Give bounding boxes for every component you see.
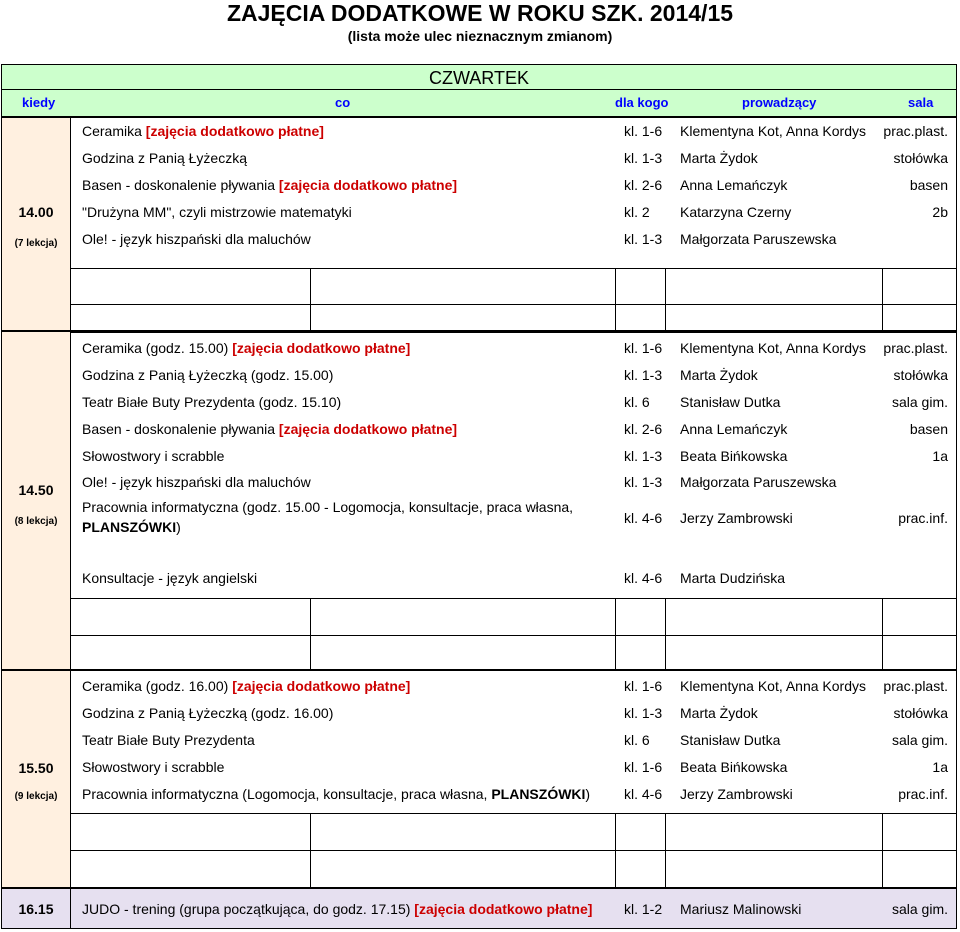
teacher: Jerzy Zambrowski bbox=[680, 786, 793, 802]
activity-name: "Drużyna MM", czyli mistrzowie matematyki bbox=[82, 204, 352, 220]
room: stołówka bbox=[893, 150, 948, 166]
room: prac.plast. bbox=[883, 123, 948, 139]
teacher: Małgorzata Paruszewska bbox=[680, 474, 837, 490]
table-row bbox=[2, 145, 956, 172]
column-headers bbox=[1, 90, 957, 117]
table-row bbox=[2, 781, 956, 808]
activity-name: Słowostwory i scrabble bbox=[82, 759, 225, 775]
class-group: kl. 4-6 bbox=[624, 510, 663, 526]
lesson-label: (7 lekcja) bbox=[14, 238, 58, 249]
activity-name: Basen - doskonalenie pływania [zajęcia dodatkowo płatne] bbox=[82, 177, 458, 193]
teacher: Marta Żydok bbox=[680, 367, 758, 383]
teacher: Mariusz Malinowski bbox=[680, 901, 802, 917]
table-row bbox=[2, 172, 956, 199]
class-group: kl. 4-6 bbox=[624, 570, 663, 586]
room: stołówka bbox=[893, 367, 948, 383]
table-row bbox=[2, 199, 956, 226]
activity-name: Ceramika (godz. 15.00) [zajęcia dodatkowo płatne] bbox=[82, 340, 411, 356]
activity-name: Ceramika (godz. 16.00) [zajęcia dodatkowo płatne] bbox=[82, 678, 411, 694]
activity-name: Godzina z Panią Łyżeczką (godz. 15.00) bbox=[82, 367, 334, 383]
room: basen bbox=[909, 177, 948, 193]
activity-name: Słowostwory i scrabble bbox=[82, 448, 225, 464]
room: 2b bbox=[932, 204, 948, 220]
class-group: kl. 1-3 bbox=[624, 474, 663, 490]
page-subtitle: (lista może ulec nieznacznym zmianom) bbox=[347, 28, 613, 44]
room: sala gim. bbox=[891, 394, 948, 410]
room: sala gim. bbox=[891, 901, 948, 917]
teacher: Małgorzata Paruszewska bbox=[680, 231, 837, 247]
time-label: 14.00 bbox=[18, 204, 54, 220]
table-row bbox=[2, 727, 956, 754]
activity-name: Pracownia informatyczna (Logomocja, konsultacje, praca własna, PLANSZÓWKI) bbox=[82, 786, 591, 802]
activity-name: Basen - doskonalenie pływania [zajęcia dodatkowo płatne] bbox=[82, 421, 458, 437]
activity-name: Pracownia informatyczna (godz. 15.00 - Logomocja, konsultacje, praca własna, PLANSZÓWKI) bbox=[82, 499, 574, 535]
class-group: kl. 1-3 bbox=[624, 448, 663, 464]
lesson-label: (8 lekcja) bbox=[14, 516, 58, 527]
class-group: kl. 1-3 bbox=[624, 150, 663, 166]
room: prac.plast. bbox=[883, 678, 948, 694]
time-label: 16.15 bbox=[18, 901, 54, 917]
room: 1a bbox=[932, 759, 948, 775]
room: prac.plast. bbox=[883, 340, 948, 356]
class-group: kl. 2-6 bbox=[624, 421, 663, 437]
teacher: Stanisław Dutka bbox=[680, 394, 781, 410]
teacher: Stanisław Dutka bbox=[680, 732, 781, 748]
room: 1a bbox=[932, 448, 948, 464]
time-label: 15.50 bbox=[18, 760, 54, 776]
teacher: Anna Lemańczyk bbox=[680, 421, 788, 437]
table-row bbox=[2, 673, 956, 700]
teacher: Marta Żydok bbox=[680, 150, 758, 166]
time-block-1615 bbox=[1, 888, 957, 929]
table-row bbox=[2, 226, 956, 253]
class-group: kl. 1-6 bbox=[624, 678, 663, 694]
time-block-1400 bbox=[1, 117, 957, 331]
table-row bbox=[2, 362, 956, 389]
activity-name: Godzina z Panią Łyżeczką (godz. 16.00) bbox=[82, 705, 334, 721]
class-group: kl. 2 bbox=[624, 204, 650, 220]
activity-name: Teatr Białe Buty Prezydenta bbox=[82, 732, 255, 748]
activity-name: Konsultacje - język angielski bbox=[82, 570, 258, 586]
class-group: kl. 1-2 bbox=[624, 901, 663, 917]
class-group: kl. 6 bbox=[624, 394, 650, 410]
class-group: kl. 1-3 bbox=[624, 231, 663, 247]
teacher: Marta Dudzińska bbox=[680, 570, 786, 586]
class-group: kl. 1-6 bbox=[624, 123, 663, 139]
day-header: CZWARTEK bbox=[1, 64, 957, 90]
room: prac.inf. bbox=[898, 510, 948, 526]
teacher: Beata Bińkowska bbox=[680, 759, 788, 775]
class-group: kl. 1-3 bbox=[624, 367, 663, 383]
table-row bbox=[2, 416, 956, 443]
lesson-label: (9 lekcja) bbox=[14, 791, 58, 802]
teacher: Klementyna Kot, Anna Kordys bbox=[680, 340, 866, 356]
activity-name: JUDO - trening (grupa początkująca, do godz. 17.15) [zajęcia dodatkowo płatne] bbox=[82, 901, 593, 917]
table-row bbox=[2, 469, 956, 496]
teacher: Katarzyna Czerny bbox=[680, 204, 792, 220]
teacher: Marta Żydok bbox=[680, 705, 758, 721]
teacher: Klementyna Kot, Anna Kordys bbox=[680, 123, 866, 139]
table-row bbox=[2, 896, 956, 923]
room: stołówka bbox=[893, 705, 948, 721]
table-row bbox=[2, 565, 956, 592]
header-kiedy: kiedy bbox=[22, 95, 56, 110]
class-group: kl. 2-6 bbox=[624, 177, 663, 193]
class-group: kl. 1-6 bbox=[624, 759, 663, 775]
header-co: co bbox=[335, 95, 351, 110]
table-row bbox=[2, 754, 956, 781]
teacher: Anna Lemańczyk bbox=[680, 177, 788, 193]
table-row bbox=[2, 118, 956, 145]
activity-name: Teatr Białe Buty Prezydenta (godz. 15.10) bbox=[82, 394, 342, 410]
table-row bbox=[2, 389, 956, 416]
header-sala: sala bbox=[908, 95, 934, 110]
teacher: Beata Bińkowska bbox=[680, 448, 788, 464]
activity-name: Ole! - język hiszpański dla maluchów bbox=[82, 231, 311, 247]
table-row bbox=[2, 443, 956, 470]
class-group: kl. 4-6 bbox=[624, 786, 663, 802]
time-block-1550 bbox=[1, 670, 957, 888]
activity-name: Ole! - język hiszpański dla maluchów bbox=[82, 474, 311, 490]
table-row bbox=[2, 700, 956, 727]
class-group: kl. 1-3 bbox=[624, 705, 663, 721]
page-title: ZAJĘCIA DODATKOWE W ROKU SZK. 2014/15 bbox=[226, 0, 734, 26]
table-row bbox=[2, 335, 956, 362]
teacher: Jerzy Zambrowski bbox=[680, 510, 793, 526]
header-dla-kogo: dla kogo bbox=[615, 95, 669, 110]
activity-name: Ceramika [zajęcia dodatkowo płatne] bbox=[82, 123, 324, 139]
time-block-1450 bbox=[1, 331, 957, 670]
class-group: kl. 6 bbox=[624, 732, 650, 748]
room: prac.inf. bbox=[898, 786, 948, 802]
teacher: Klementyna Kot, Anna Kordys bbox=[680, 678, 866, 694]
class-group: kl. 1-6 bbox=[624, 340, 663, 356]
room: basen bbox=[909, 421, 948, 437]
time-label: 14.50 bbox=[18, 482, 54, 498]
header-prowadzacy: prowadzący bbox=[742, 95, 817, 110]
activity-name: Godzina z Panią Łyżeczką bbox=[82, 150, 247, 166]
room: sala gim. bbox=[891, 732, 948, 748]
table-row bbox=[2, 496, 956, 540]
